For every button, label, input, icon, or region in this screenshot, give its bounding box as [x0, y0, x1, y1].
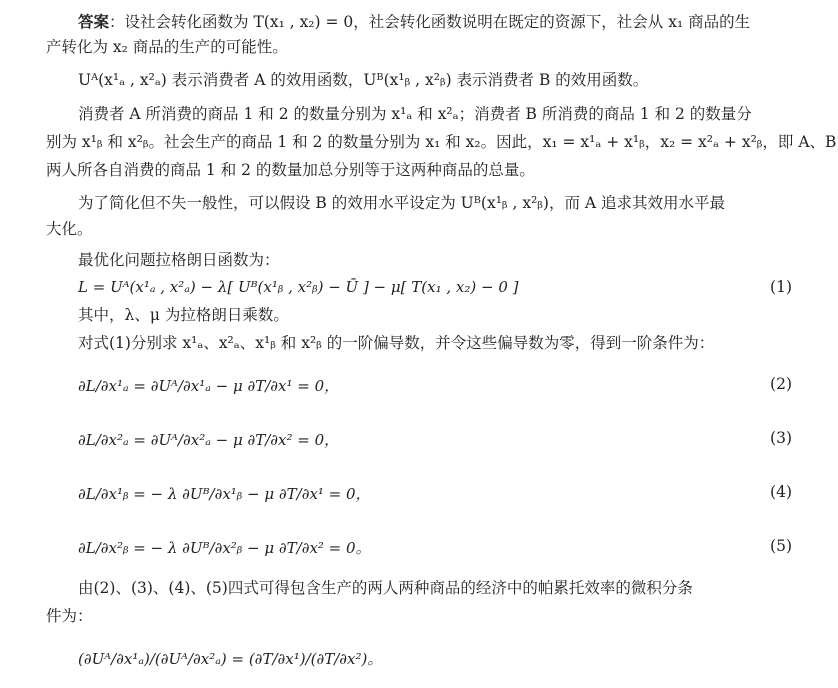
equation-2: ∂L/∂x¹ₐ = ∂Uᴬ/∂x¹ₐ − μ ∂T/∂x¹ = 0，: [78, 377, 340, 395]
text-line: Uᴬ(x¹ₐ , x²ₐ) 表示消费者 A 的效用函数，Uᴮ(x¹ᵦ , x²ᵦ) 表示消费者 B 的效用函数。: [78, 71, 649, 89]
text-line: 件为：: [46, 607, 93, 625]
equation-number: (2): [770, 375, 792, 393]
text-line: 别为 x¹ᵦ 和 x²ᵦ。社会生产的商品 1 和 2 的数量分别为 x₁ 和 x₂。因此，x₁ = x¹ₐ + x¹ᵦ，x₂ = x²ₐ + x²ᵦ，即 A、B: [46, 133, 837, 151]
answer-label: 答案: [78, 12, 110, 31]
text-line: 最优化问题拉格朗日函数为：: [78, 251, 280, 269]
equation-number: (4): [770, 483, 792, 501]
text-line: 其中，λ、μ 为拉格朗日乘数。: [78, 306, 289, 324]
text-line: 产转化为 x₂ 商品的生产的可能性。: [46, 38, 288, 56]
answer-line-1: 答案：设社会转化函数为 T(x₁ , x₂) = 0，社会转化函数说明在既定的资源下，社会从 x₁ 商品的生: [78, 12, 751, 31]
text-line: 由(2)、(3)、(4)、(5)四式可得包含生产的两人两种商品的经济中的帕累托效率的微积分条: [78, 579, 693, 597]
text-line: 对式(1)分别求 x¹ₐ、x²ₐ、x¹ᵦ 和 x²ᵦ 的一阶偏导数，并令这些偏导数为零，得到一阶条件为：: [78, 334, 715, 352]
equation-6: (∂Uᴬ/∂x¹ₐ)/(∂Uᴬ/∂x²ₐ) = (∂T/∂x¹)/(∂T/∂x²)。: [78, 650, 383, 668]
equation-number: (1): [770, 278, 792, 296]
text-line: 两人所各自消费的商品 1 和 2 的数量加总分别等于这两种商品的总量。: [46, 161, 535, 179]
equation-number: (3): [770, 429, 792, 447]
equation-5: ∂L/∂x²ᵦ = − λ ∂Uᴮ/∂x²ᵦ − μ ∂T/∂x² = 0。: [78, 539, 371, 557]
equation-4: ∂L/∂x¹ᵦ = − λ ∂Uᴮ/∂x¹ᵦ − μ ∂T/∂x¹ = 0，: [78, 485, 371, 503]
text-line: 为了简化但不失一般性，可以假设 B 的效用水平设定为 Uᴮ(x¹ᵦ , x²ᵦ)，而 A 追求其效用水平最: [78, 194, 726, 212]
equation-number: (5): [770, 537, 792, 555]
text-line: 消费者 A 所消费的商品 1 和 2 的数量分别为 x¹ₐ 和 x²ₐ；消费者 B 所消费的商品 1 和 2 的数量分: [78, 105, 752, 123]
text-line: 大化。: [46, 220, 93, 238]
equation-1: L = Uᴬ(x¹ₐ , x²ₐ) − λ[ Uᴮ(x¹ᵦ , x²ᵦ) − Ū ] − μ[ T(x₁ , x₂) − 0 ]: [78, 278, 519, 296]
equation-3: ∂L/∂x²ₐ = ∂Uᴬ/∂x²ₐ − μ ∂T/∂x² = 0，: [78, 431, 340, 449]
